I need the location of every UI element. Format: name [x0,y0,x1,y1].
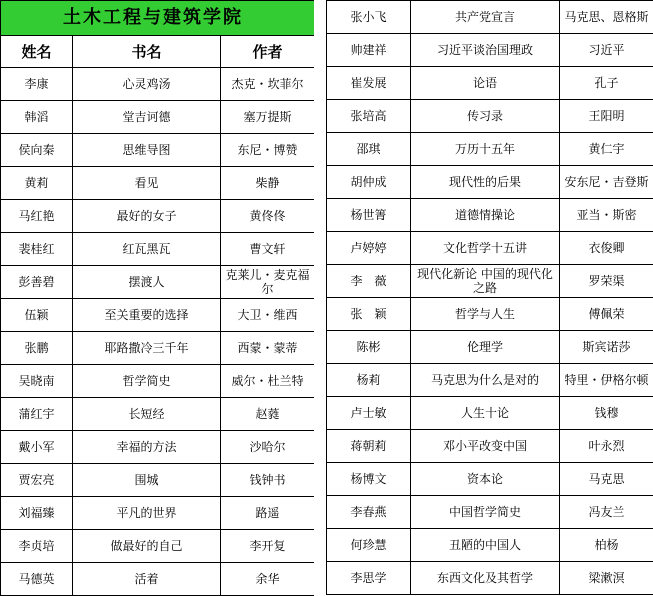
book-author: 亚当・斯密 [560,199,653,232]
table-row [327,562,653,595]
book-author: 大卫・维西 [221,299,315,332]
student-name: 李贞培 [1,530,73,563]
book-title: 人生十论 [411,397,560,430]
table-row [327,265,653,298]
table-row [1,464,315,497]
student-name: 蒋朝莉 [327,430,411,463]
book-author: 安东尼・吉登斯 [560,166,653,199]
student-name: 帅建祥 [327,34,411,67]
student-name: 张培高 [327,100,411,133]
book-author: 杰克・坎菲尔 [221,68,315,101]
student-name: 吴晓南 [1,365,73,398]
student-name: 韩滔 [1,101,73,134]
book-author: 罗荣渠 [560,265,653,298]
book-title: 做最好的自己 [73,530,221,563]
table-row [327,34,653,67]
book-title: 东西文化及其哲学 [411,562,560,595]
book-author: 赵蕤 [221,398,315,431]
table-row [327,529,653,562]
book-title: 长短经 [73,398,221,431]
book-author: 克莱儿・麦克福尔 [221,266,315,299]
book-title: 现代性的后果 [411,166,560,199]
book-title: 共产党宣言 [411,1,560,34]
book-author: 冯友兰 [560,496,653,529]
book-author: 沙哈尔 [221,431,315,464]
book-title: 至关重要的选择 [73,299,221,332]
table-row [327,496,653,529]
book-author: 西蒙・蒙蒂 [221,332,315,365]
book-title: 围城 [73,464,221,497]
book-title: 马克思为什么是对的 [411,364,560,397]
book-title: 邓小平改变中国 [411,430,560,463]
book-title: 丑陋的中国人 [411,529,560,562]
student-name: 蒲红宇 [1,398,73,431]
table-row [327,397,653,430]
table-row [1,200,315,233]
book-title: 堂吉诃德 [73,101,221,134]
header-author: 作者 [221,36,315,68]
book-title: 红瓦黑瓦 [73,233,221,266]
book-author: 马克思、恩格斯 [560,1,653,34]
book-author: 钱钟书 [221,464,315,497]
table-row [1,299,315,332]
student-name: 黄莉 [1,167,73,200]
table-row [1,68,315,101]
book-author: 李开复 [221,530,315,563]
student-name: 杨博文 [327,463,411,496]
table-row [1,431,315,464]
table-row [327,100,653,133]
table-row [1,398,315,431]
table-row [1,497,315,530]
book-author: 威尔・杜兰特 [221,365,315,398]
student-name: 陈彬 [327,331,411,364]
student-name: 侯向秦 [1,134,73,167]
student-name: 伍颖 [1,299,73,332]
book-title: 平凡的世界 [73,497,221,530]
book-title: 幸福的方法 [73,431,221,464]
student-name: 李思学 [327,562,411,595]
student-name: 卢婷婷 [327,232,411,265]
book-title: 思维导图 [73,134,221,167]
student-name: 马红艳 [1,200,73,233]
table-row [327,133,653,166]
book-title: 中国哲学简史 [411,496,560,529]
book-author: 叶永烈 [560,430,653,463]
student-name: 刘福臻 [1,497,73,530]
student-name: 张鹏 [1,332,73,365]
book-title: 论语 [411,67,560,100]
student-name: 裴桂红 [1,233,73,266]
table-row [1,233,315,266]
book-author: 衣俊卿 [560,232,653,265]
book-author: 马克思 [560,463,653,496]
book-title: 耶路撒冷三千年 [73,332,221,365]
student-name: 邵琪 [327,133,411,166]
table-row [1,167,315,200]
book-author: 柏杨 [560,529,653,562]
table-row [1,365,315,398]
book-author: 东尼・博赞 [221,134,315,167]
student-name: 何珍慧 [327,529,411,562]
book-title: 资本论 [411,463,560,496]
book-title: 习近平谈治国理政 [411,34,560,67]
student-name: 戴小军 [1,431,73,464]
student-name: 张小飞 [327,1,411,34]
book-title: 伦理学 [411,331,560,364]
book-title: 文化哲学十五讲 [411,232,560,265]
table-row [327,463,653,496]
student-name: 李 薇 [327,265,411,298]
table-row [327,430,653,463]
book-author: 特里・伊格尔顿 [560,364,653,397]
book-author: 余华 [221,563,315,596]
book-author: 钱穆 [560,397,653,430]
book-title: 摆渡人 [73,266,221,299]
book-author: 习近平 [560,34,653,67]
left-book-table [0,0,315,596]
college-title: 土木工程与建筑学院 [1,1,315,36]
book-author: 梁漱溟 [560,562,653,595]
student-name: 彭善碧 [1,266,73,299]
student-name: 李春燕 [327,496,411,529]
book-title: 传习录 [411,100,560,133]
table-row [1,530,315,563]
table-row [1,266,315,299]
table-row [327,331,653,364]
book-author: 曹文轩 [221,233,315,266]
book-title: 哲学与人生 [411,298,560,331]
book-author: 斯宾诺莎 [560,331,653,364]
table-row [1,101,315,134]
table-row [327,364,653,397]
table-row [327,232,653,265]
header-name: 姓名 [1,36,73,68]
header-book: 书名 [73,36,221,68]
table-row [1,134,315,167]
book-author: 路遥 [221,497,315,530]
book-title: 道德情操论 [411,199,560,232]
table-row [327,67,653,100]
column-gap [314,0,326,596]
table-row [327,166,653,199]
book-title: 哲学简史 [73,365,221,398]
student-name: 李康 [1,68,73,101]
student-name: 马德英 [1,563,73,596]
student-name: 胡仲成 [327,166,411,199]
student-name: 杨莉 [327,364,411,397]
student-name: 张 颖 [327,298,411,331]
book-author: 黄仁宇 [560,133,653,166]
book-author: 孔子 [560,67,653,100]
student-name: 崔发展 [327,67,411,100]
book-author: 柴静 [221,167,315,200]
table-row [327,298,653,331]
book-title: 活着 [73,563,221,596]
book-author: 傅佩荣 [560,298,653,331]
book-title: 现代化新论 中国的现代化之路 [411,265,560,298]
table-row [327,1,653,34]
book-author: 黄佟佟 [221,200,315,233]
book-author: 王阳明 [560,100,653,133]
book-title: 看见 [73,167,221,200]
student-name: 贾宏亮 [1,464,73,497]
right-book-table [326,0,653,595]
table-row [1,563,315,596]
table-row [1,332,315,365]
book-title: 万历十五年 [411,133,560,166]
table-row [327,199,653,232]
student-name: 杨世箐 [327,199,411,232]
student-name: 卢士敏 [327,397,411,430]
book-author: 塞万提斯 [221,101,315,134]
book-title: 心灵鸡汤 [73,68,221,101]
book-title: 最好的女子 [73,200,221,233]
